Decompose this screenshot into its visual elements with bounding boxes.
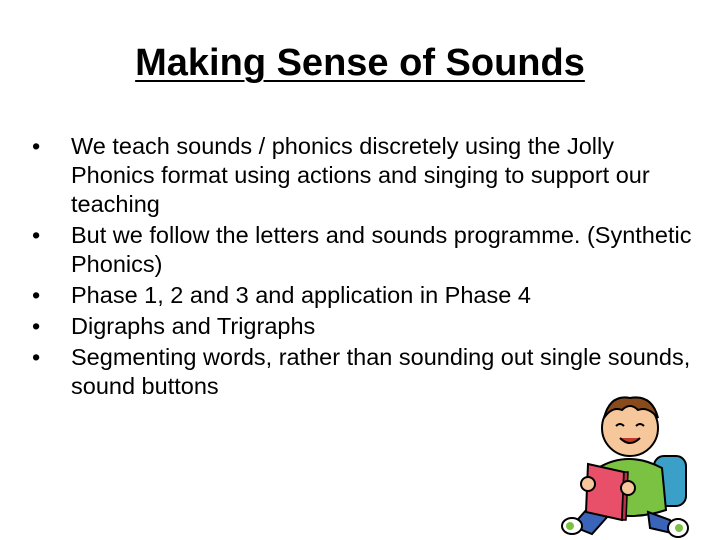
bullet-text: We teach sounds / phonics discretely using the Jolly Phonics format using actions and singing to support our teaching <box>71 133 650 217</box>
bullet-dot: • <box>32 222 41 248</box>
bullet-text: But we follow the letters and sounds programme. (Synthetic Phonics) <box>71 222 692 277</box>
bullet-item <box>32 281 692 310</box>
slide-title: Making Sense of Sounds <box>135 42 585 84</box>
bullet-list <box>32 132 692 403</box>
bullet-item <box>32 221 692 279</box>
bullet-text: Segmenting words, rather than sounding out single sounds, sound buttons <box>71 344 691 399</box>
bullet-text: Phase 1, 2 and 3 and application in Phase 4 <box>71 282 531 308</box>
child-reading-book-icon <box>558 388 698 538</box>
bullet-dot: • <box>32 282 41 308</box>
bullet-dot: • <box>32 344 41 370</box>
bullet-item <box>32 132 692 219</box>
bullet-dot: • <box>32 313 41 339</box>
bullet-item <box>32 312 692 341</box>
bullet-dot: • <box>32 133 41 159</box>
bullet-text: Digraphs and Trigraphs <box>71 313 316 339</box>
